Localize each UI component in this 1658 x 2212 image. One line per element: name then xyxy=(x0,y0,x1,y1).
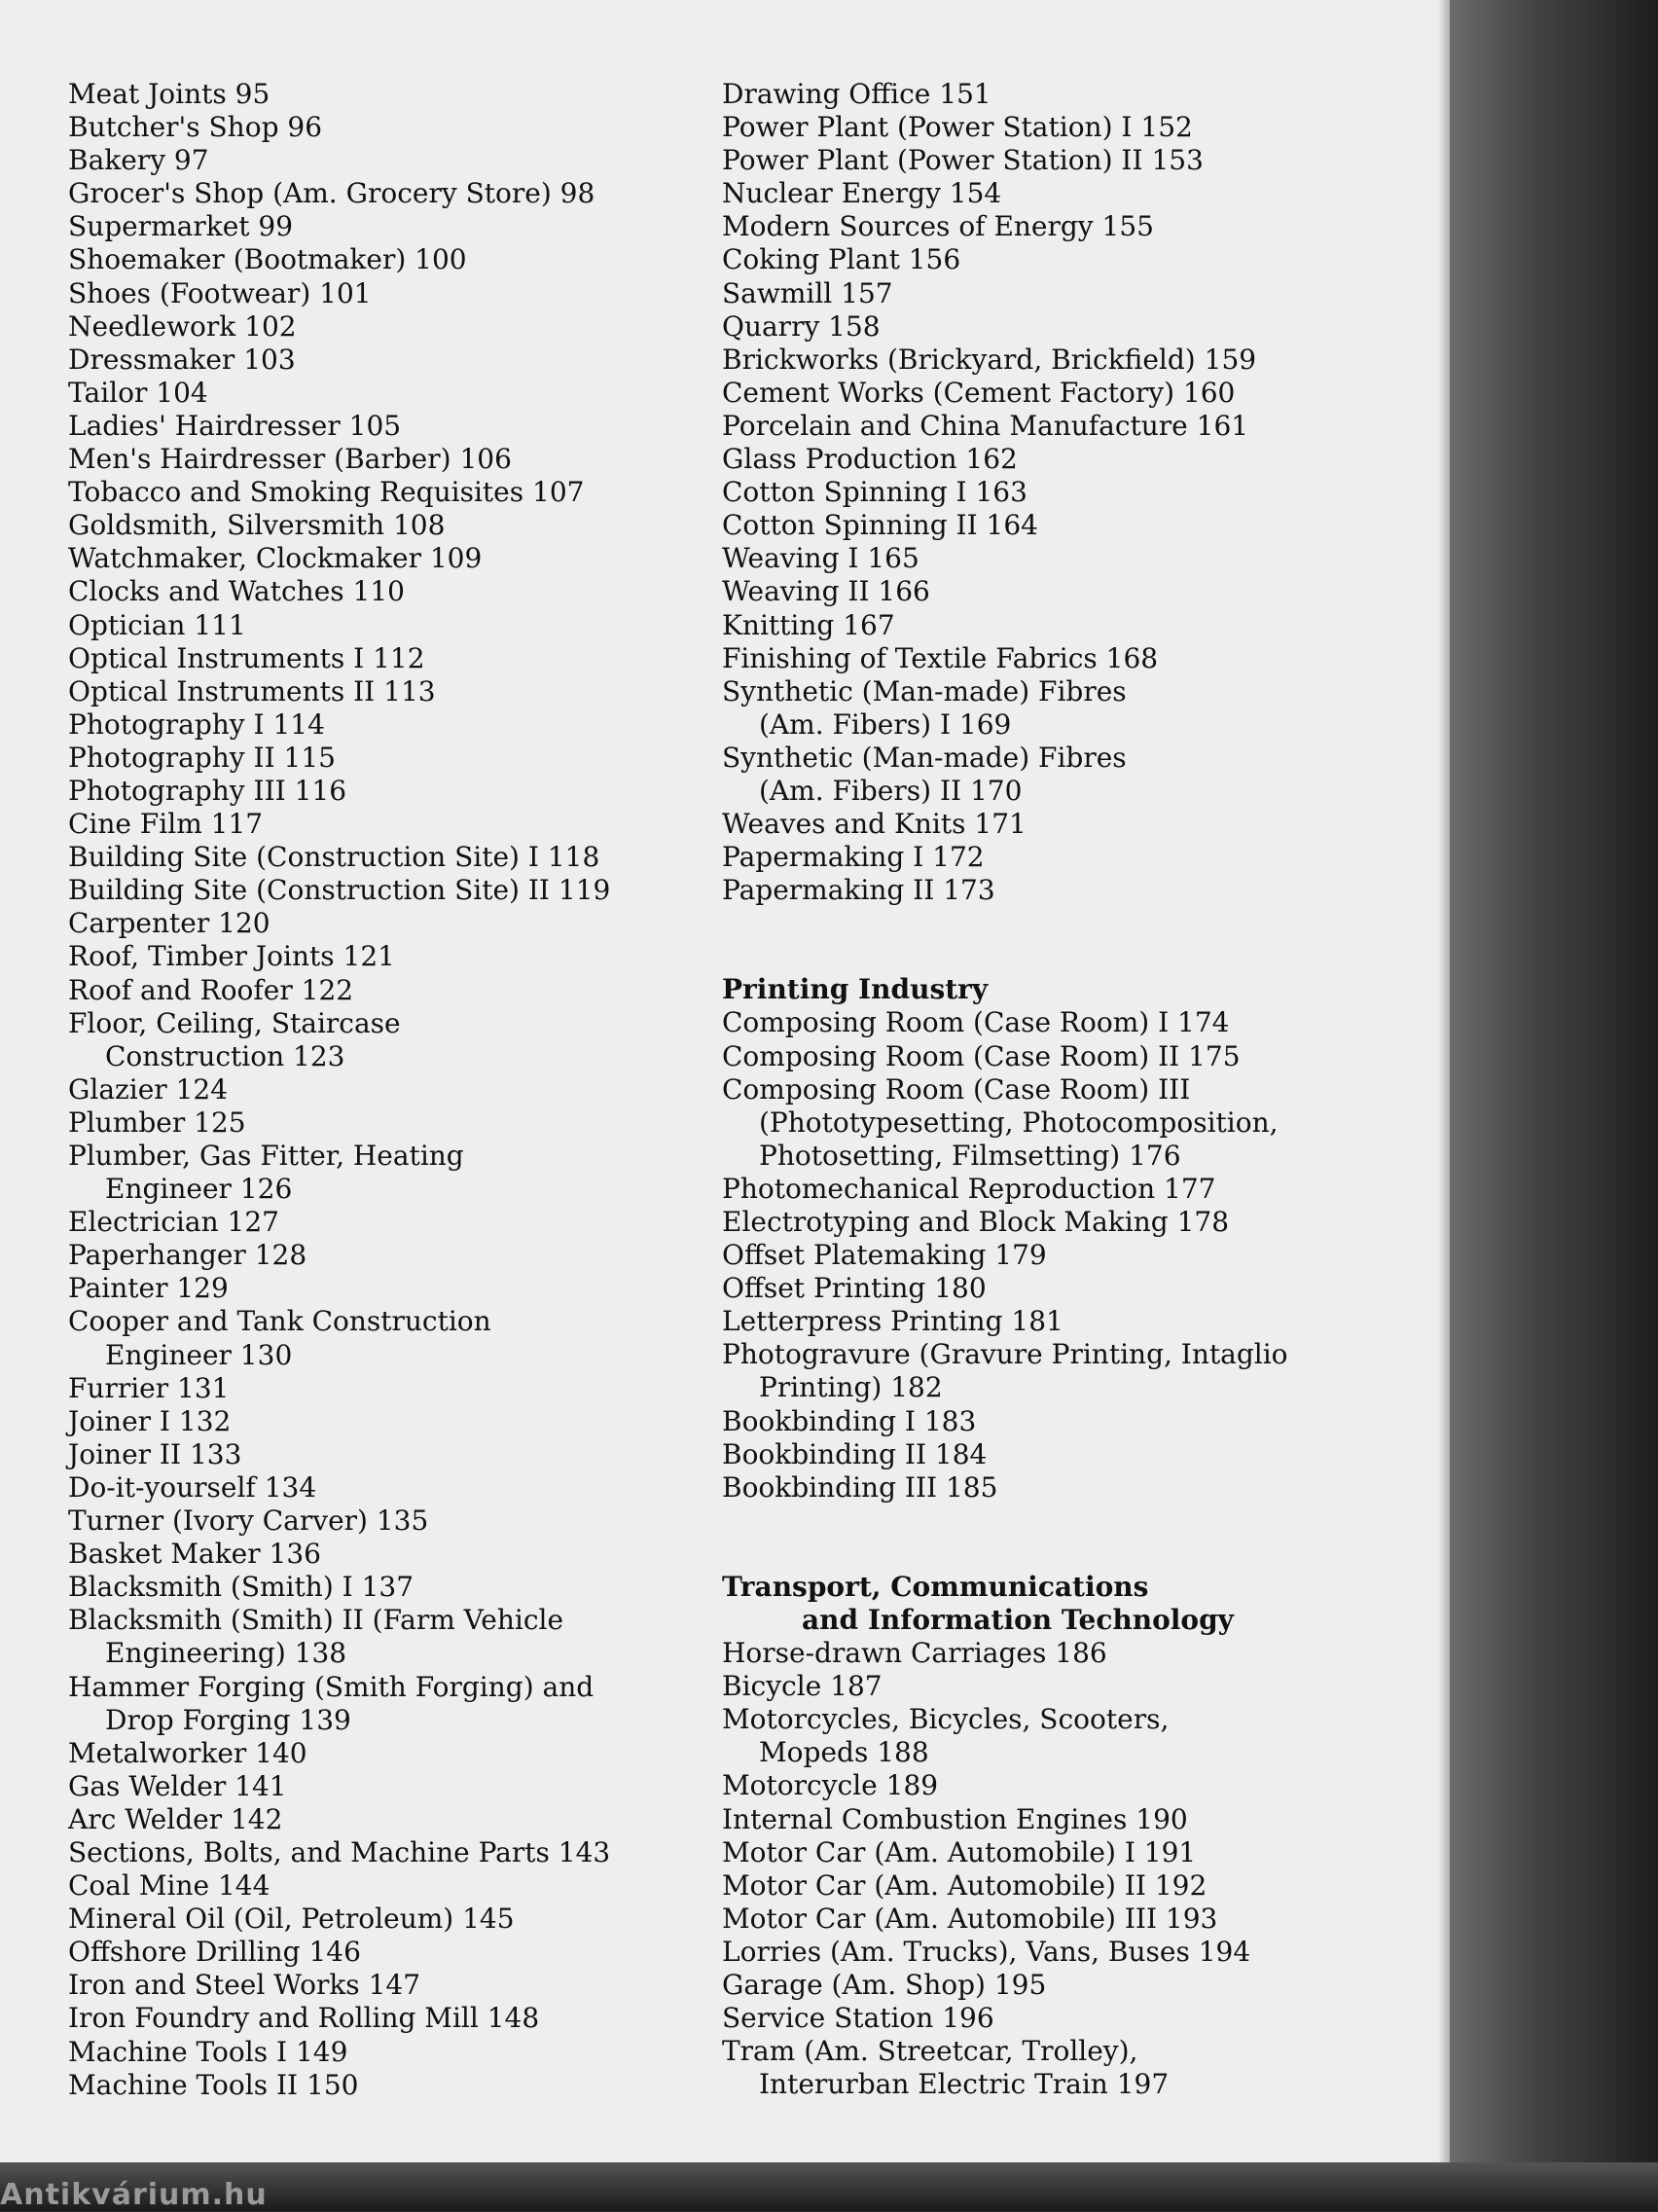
contents-left-column xyxy=(68,78,710,2102)
contents-right-column xyxy=(722,78,1423,2101)
contents-entry: Offshore Drilling 146 xyxy=(68,1936,361,1969)
contents-entry: Synthetic (Man-made) Fibres xyxy=(722,741,1127,774)
contents-entry: Knitting 167 xyxy=(722,608,895,641)
contents-entry: Tram (Am. Streetcar, Trolley), xyxy=(722,2035,1138,2068)
contents-entry: Roof, Timber Joints 121 xyxy=(68,940,395,973)
contents-entry: Hammer Forging (Smith Forging) and xyxy=(68,1670,595,1703)
contents-entry-continuation: Construction 123 xyxy=(105,1039,345,1072)
contents-entry: Supermarket 99 xyxy=(68,210,294,243)
contents-entry: Offset Platemaking 179 xyxy=(722,1239,1047,1272)
contents-entry: Optical Instruments I 112 xyxy=(68,641,425,674)
contents-entry: Glazier 124 xyxy=(68,1072,229,1106)
contents-entry: Brickworks (Brickyard, Brickfield) 159 xyxy=(722,343,1257,376)
contents-entry: Letterpress Printing 181 xyxy=(722,1305,1063,1338)
contents-entry: Cooper and Tank Construction xyxy=(68,1305,491,1338)
contents-entry: Butcher's Shop 96 xyxy=(68,111,323,144)
contents-entry: Nuclear Energy 154 xyxy=(722,177,1002,210)
contents-entry: Cotton Spinning I 163 xyxy=(722,476,1027,509)
contents-entry: Cine Film 117 xyxy=(68,808,264,841)
contents-entry: Porcelain and China Manufacture 161 xyxy=(722,409,1249,442)
contents-entry: Metalworker 140 xyxy=(68,1736,307,1769)
contents-entry: Electrotyping and Block Making 178 xyxy=(722,1206,1230,1238)
contents-entry: Composing Room (Case Room) II 175 xyxy=(722,1039,1241,1072)
contents-entry: Sawmill 157 xyxy=(722,276,893,309)
contents-entry: Photogravure (Gravure Printing, Intaglio xyxy=(722,1338,1288,1371)
contents-entry: Carpenter 120 xyxy=(68,907,270,940)
contents-entry: Photography I 114 xyxy=(68,707,325,741)
contents-entry: Offset Printing 180 xyxy=(722,1272,987,1305)
contents-entry: Tobacco and Smoking Requisites 107 xyxy=(68,476,585,509)
contents-entry: Power Plant (Power Station) II 153 xyxy=(722,144,1204,177)
contents-entry: Motorcycle 189 xyxy=(722,1769,939,1802)
contents-entry: Garage (Am. Shop) 195 xyxy=(722,1968,1047,2001)
contents-entry: Building Site (Construction Site) I 118 xyxy=(68,841,600,874)
page-edge-shadow xyxy=(1438,0,1450,2211)
contents-entry: Coking Plant 156 xyxy=(722,243,961,276)
section-heading-transport-cont: and Information Technology xyxy=(802,1603,1234,1636)
contents-entry: Weaving I 165 xyxy=(722,542,919,575)
contents-entry: Arc Welder 142 xyxy=(68,1802,283,1835)
contents-entry: Lorries (Am. Trucks), Vans, Buses 194 xyxy=(722,1935,1251,1968)
contents-entry: Optical Instruments II 113 xyxy=(68,674,436,707)
contents-entry-continuation: (Am. Fibers) I 169 xyxy=(759,707,1012,741)
contents-entry: Gas Welder 141 xyxy=(68,1769,287,1802)
contents-entry: Bookbinding I 183 xyxy=(722,1404,977,1437)
contents-entry: Tailor 104 xyxy=(68,376,208,409)
contents-entry: Synthetic (Man-made) Fibres xyxy=(722,674,1127,707)
contents-entry: Blacksmith (Smith) I 137 xyxy=(68,1571,414,1604)
contents-entry: Roof and Roofer 122 xyxy=(68,973,354,1006)
contents-entry: Machine Tools II 150 xyxy=(68,2068,359,2101)
contents-entry: Do-it-yourself 134 xyxy=(68,1470,317,1504)
contents-entry: Horse-drawn Carriages 186 xyxy=(722,1637,1107,1670)
section-gap xyxy=(722,907,1423,973)
section-heading-printing: Printing Industry xyxy=(722,973,989,1006)
contents-entry: Plumber 125 xyxy=(68,1106,246,1139)
contents-entry-continuation: Engineer 126 xyxy=(105,1173,293,1206)
watermark-text: Antikvárium.hu xyxy=(0,2178,268,2212)
contents-entry-continuation: Drop Forging 139 xyxy=(105,1703,351,1736)
contents-entry: Internal Combustion Engines 190 xyxy=(722,1802,1188,1835)
contents-entry: Motorcycles, Bicycles, Scooters, xyxy=(722,1703,1170,1736)
contents-entry: Sections, Bolts, and Machine Parts 143 xyxy=(68,1835,611,1868)
contents-entry: Service Station 196 xyxy=(722,2002,994,2035)
contents-entry: Drawing Office 151 xyxy=(722,78,991,110)
industry-entries xyxy=(722,78,1423,907)
contents-entry-continuation: Engineering) 138 xyxy=(105,1637,347,1670)
contents-entry: Shoes (Footwear) 101 xyxy=(68,276,372,309)
contents-entry: Quarry 158 xyxy=(722,309,881,343)
contents-entry: Optician 111 xyxy=(68,608,246,641)
contents-entry-continuation: Engineer 130 xyxy=(105,1338,293,1371)
contents-entry: Motor Car (Am. Automobile) I 191 xyxy=(722,1835,1197,1868)
contents-entry: Papermaking II 173 xyxy=(722,874,995,907)
contents-entry: Power Plant (Power Station) I 152 xyxy=(722,111,1193,144)
contents-entry: Ladies' Hairdresser 105 xyxy=(68,409,402,442)
contents-entry: Painter 129 xyxy=(68,1272,229,1305)
contents-entry: Cement Works (Cement Factory) 160 xyxy=(722,376,1236,409)
contents-entry-continuation: Mopeds 188 xyxy=(759,1736,929,1769)
contents-entry: Finishing of Textile Fabrics 168 xyxy=(722,641,1159,674)
printing-entries xyxy=(722,1006,1423,1504)
contents-entry-continuation: Printing) 182 xyxy=(759,1371,943,1404)
contents-entry: Bakery 97 xyxy=(68,144,209,177)
transport-entries xyxy=(722,1637,1423,2101)
contents-entry: Turner (Ivory Carver) 135 xyxy=(68,1505,429,1538)
book-spine-edge xyxy=(1450,0,1658,2211)
section-heading-transport: Transport, Communications xyxy=(722,1570,1149,1603)
contents-entry: Composing Room (Case Room) I 174 xyxy=(722,1006,1230,1039)
contents-entry: Iron and Steel Works 147 xyxy=(68,1969,421,2002)
contents-entry: Machine Tools I 149 xyxy=(68,2035,348,2068)
contents-entry: Watchmaker, Clockmaker 109 xyxy=(68,542,483,575)
contents-entry: Basket Maker 136 xyxy=(68,1538,321,1571)
contents-entry-continuation: (Am. Fibers) II 170 xyxy=(759,774,1023,807)
contents-entry: Meat Joints 95 xyxy=(68,78,270,110)
contents-entry: Glass Production 162 xyxy=(722,443,1018,476)
contents-entry: Goldsmith, Silversmith 108 xyxy=(68,509,446,542)
contents-entry: Furrier 131 xyxy=(68,1371,230,1404)
contents-entry: Men's Hairdresser (Barber) 106 xyxy=(68,443,512,476)
contents-entry: Photomechanical Reproduction 177 xyxy=(722,1172,1216,1205)
contents-entry: Weaves and Knits 171 xyxy=(722,808,1027,841)
contents-entry: Floor, Ceiling, Staircase xyxy=(68,1006,401,1039)
contents-entry: Photography III 116 xyxy=(68,774,347,807)
contents-entry: Shoemaker (Bootmaker) 100 xyxy=(68,243,467,276)
contents-entry: Mineral Oil (Oil, Petroleum) 145 xyxy=(68,1903,515,1936)
contents-entry: Motor Car (Am. Automobile) III 193 xyxy=(722,1902,1218,1935)
contents-entry: Needlework 102 xyxy=(68,309,297,343)
contents-entry: Blacksmith (Smith) II (Farm Vehicle xyxy=(68,1604,564,1637)
contents-entry: Dressmaker 103 xyxy=(68,343,296,376)
contents-entry: Bicycle 187 xyxy=(722,1670,883,1703)
contents-entry: Plumber, Gas Fitter, Heating xyxy=(68,1140,464,1172)
contents-entry: Clocks and Watches 110 xyxy=(68,575,405,608)
contents-entry: Bookbinding II 184 xyxy=(722,1437,988,1470)
contents-entry: Photography II 115 xyxy=(68,741,336,774)
contents-entry: Coal Mine 144 xyxy=(68,1869,270,1903)
contents-entry-continuation: Photosetting, Filmsetting) 176 xyxy=(759,1139,1181,1172)
contents-entry: Joiner II 133 xyxy=(68,1437,242,1470)
contents-entry: Modern Sources of Energy 155 xyxy=(722,210,1154,243)
contents-entry: Grocer's Shop (Am. Grocery Store) 98 xyxy=(68,177,595,210)
contents-entry: Electrician 127 xyxy=(68,1206,279,1239)
contents-entry: Motor Car (Am. Automobile) II 192 xyxy=(722,1868,1207,1902)
contents-entry: Joiner I 132 xyxy=(68,1404,232,1437)
contents-entry: Weaving II 166 xyxy=(722,575,930,608)
contents-entry: Building Site (Construction Site) II 119 xyxy=(68,874,611,907)
contents-entry: Paperhanger 128 xyxy=(68,1239,307,1272)
section-gap xyxy=(722,1505,1423,1571)
contents-entry: Cotton Spinning II 164 xyxy=(722,509,1038,542)
contents-entry-continuation: Interurban Electric Train 197 xyxy=(759,2068,1170,2101)
contents-entry: Bookbinding III 185 xyxy=(722,1470,998,1504)
contents-entry: Papermaking I 172 xyxy=(722,841,985,874)
contents-entry-continuation: (Phototypesetting, Photocomposition, xyxy=(759,1106,1279,1139)
contents-entry: Composing Room (Case Room) III xyxy=(722,1072,1191,1106)
contents-entry: Iron Foundry and Rolling Mill 148 xyxy=(68,2002,540,2035)
